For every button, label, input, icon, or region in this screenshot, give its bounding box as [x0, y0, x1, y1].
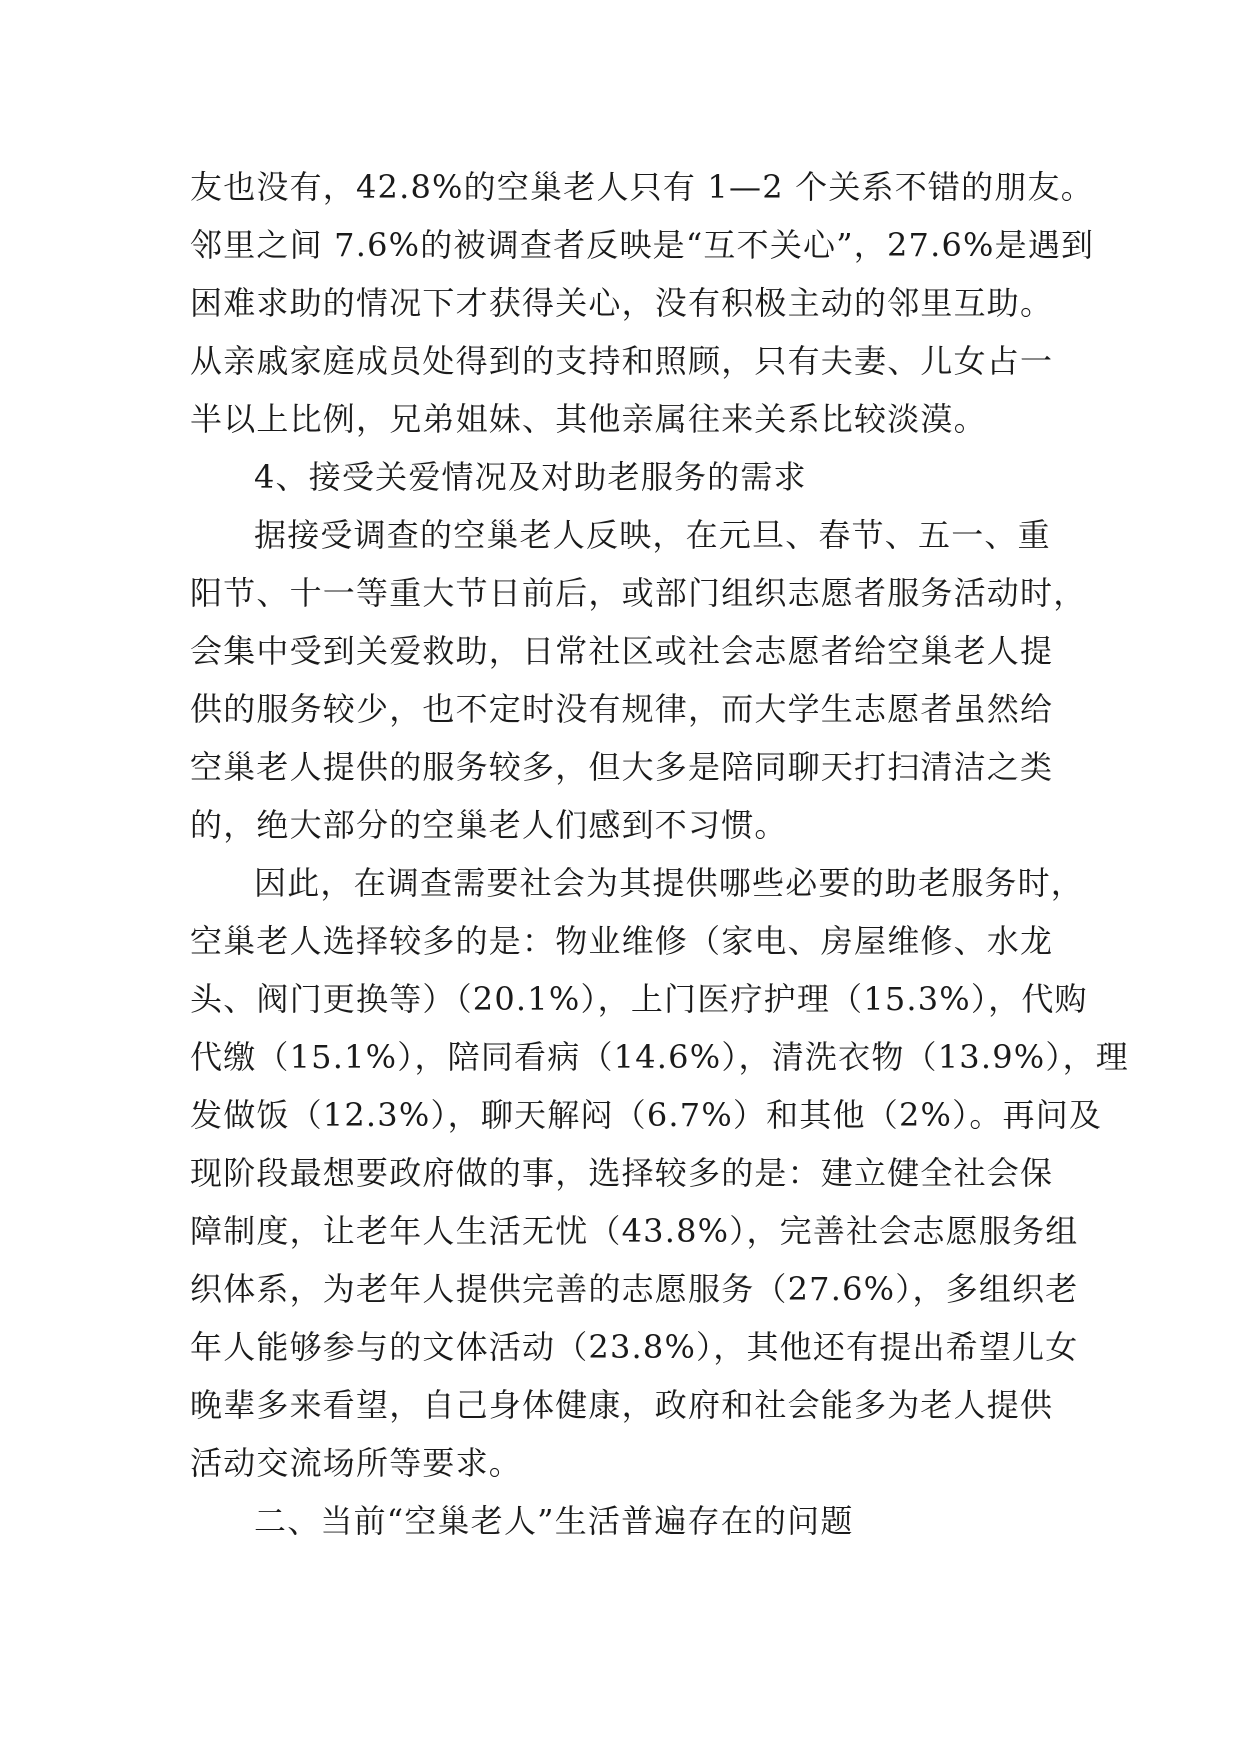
section-heading: 二、当前“空巢老人”生活普遍存在的问题 [254, 1502, 854, 1540]
text-line: 空巢老人选择较多的是：物业维修（家电、房屋维修、水龙 [190, 922, 1054, 960]
text-line: 半以上比例，兄弟姐妹、其他亲属往来关系比较淡漠。 [190, 400, 987, 438]
text-line: 晚辈多来看望，自己身体健康，政府和社会能多为老人提供 [190, 1386, 1054, 1424]
section-heading: 4、接受关爱情况及对助老服务的需求 [254, 458, 807, 496]
paragraph-start: 因此，在调查需要社会为其提供哪些必要的助老服务时， [254, 864, 1085, 902]
text-line: 代缴（15.1%），陪同看病（14.6%），清洗衣物（13.9%），理 [190, 1038, 1129, 1076]
text-line: 的，绝大部分的空巢老人们感到不习惯。 [190, 806, 788, 844]
text-line: 供的服务较少，也不定时没有规律，而大学生志愿者虽然给 [190, 690, 1054, 728]
text-line: 阳节、十一等重大节日前后，或部门组织志愿者服务活动时， [190, 574, 1087, 612]
document-page [190, 158, 1129, 1550]
text-line: 障制度，让老年人生活无忧（43.8%），完善社会志愿服务组 [190, 1212, 1079, 1250]
text-line: 空巢老人提供的服务较多，但大多是陪同聊天打扫清洁之类 [190, 748, 1054, 786]
text-line: 会集中受到关爱救助，日常社区或社会志愿者给空巢老人提 [190, 632, 1054, 670]
text-line: 邻里之间 7.6%的被调查者反映是“互不关心”，27.6%是遇到 [190, 226, 1095, 264]
text-line: 头、阀门更换等）（20.1%），上门医疗护理（15.3%），代购 [190, 980, 1088, 1018]
text-line: 织体系，为老年人提供完善的志愿服务（27.6%），多组织老 [190, 1270, 1079, 1308]
text-line: 年人能够参与的文体活动（23.8%），其他还有提出希望儿女 [190, 1328, 1079, 1366]
text-line: 现阶段最想要政府做的事，选择较多的是：建立健全社会保 [190, 1154, 1054, 1192]
text-line: 发做饭（12.3%），聊天解闷（6.7%）和其他（2%）。再问及 [190, 1096, 1103, 1134]
text-line: 困难求助的情况下才获得关心，没有积极主动的邻里互助。 [190, 284, 1054, 322]
paragraph-start: 据接受调查的空巢老人反映，在元旦、春节、五一、重 [254, 516, 1051, 554]
text-line: 从亲戚家庭成员处得到的支持和照顾，只有夫妻、儿女占一 [190, 342, 1054, 380]
text-line: 友也没有，42.8%的空巢老人只有 1—2 个关系不错的朋友。 [190, 168, 1094, 206]
text-line: 活动交流场所等要求。 [190, 1444, 523, 1482]
